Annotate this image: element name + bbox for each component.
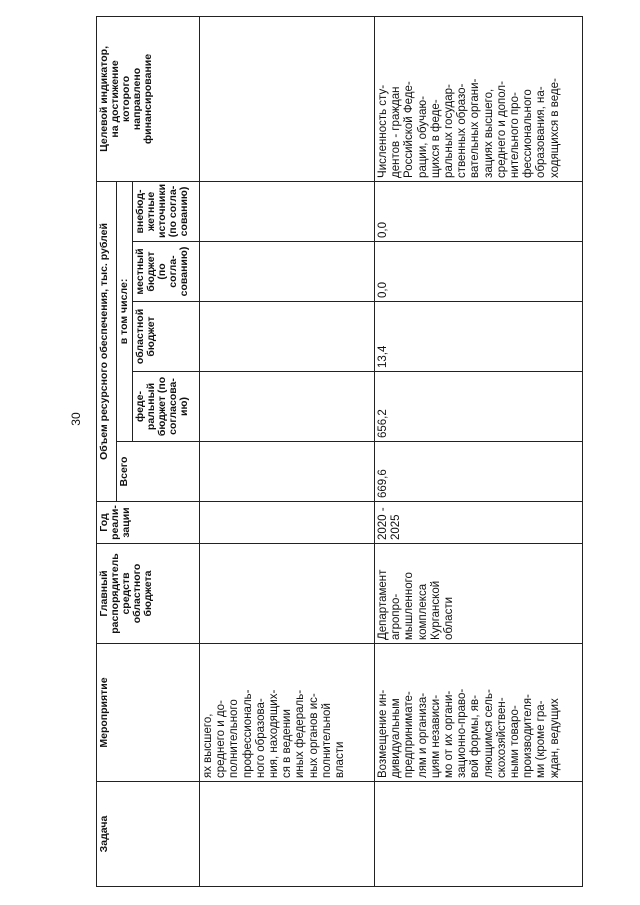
cell-total [200,442,375,502]
header-extra: внебюд- жетные источники (по согла- сованию) [133,181,200,241]
cell-year [200,502,375,544]
cell-year: 2020 - 2025 [375,502,583,544]
cell-extra [200,181,375,241]
header-task: Задача [97,782,200,887]
cell-total: 669,6 [375,442,583,502]
header-target: Целевой индикатор, на достижение которого направлено финансирование [97,16,200,181]
table-row [375,16,583,886]
cell-task [375,782,583,887]
cell-target [200,16,375,181]
cell-target: Численность сту- дентов - граждан Российской Феде- рации, обучаю- щихся в феде- ральных государ- ственных образо- вательных органи- зациях высшего, среднего и допол- нительного про- фессионального образования, на- ходящихся в веде- [375,16,583,181]
cell-event: Возмещение ин- дивидуальным предпринимате- лям и организа- циям независи- мо от их органи- зационно-право- вой формы, яв- ляющимся сель- скохозяйствен- ными товаро- производителя- ми (кроме гра- ждан, ведущих [375,644,583,782]
cell-manager: Департамент агропро- мышленного комплекса Курганской области [375,544,583,644]
table-row [200,16,375,886]
header-event: Мероприятие [97,644,200,782]
cell-federal [200,372,375,442]
header-volume: Объем ресурсного обеспечения, тыс. рублей [97,181,117,501]
cell-regional: 13,4 [375,302,583,372]
header-year: Год реали- зации [97,502,200,544]
cell-local: 0,0 [375,242,583,302]
cell-regional [200,302,375,372]
cell-task [200,782,375,887]
header-federal: феде- ральный бюджет (по согласова- ию) [133,372,200,442]
page-number: 30 [69,412,83,426]
cell-event: ях высшего, среднего и до- полнительного профессиональ- ного образова- ния, находящих- ся в ведении иных федераль- ных органов ис- полнительной власти [200,644,375,782]
header-regional: областной бюджет [133,302,200,372]
header-local: местный бюджет (по согла- сованию) [133,242,200,302]
resource-table [96,16,583,887]
rotated-table-sheet [96,17,582,887]
cell-federal: 656,2 [375,372,583,442]
cell-manager [200,544,375,644]
header-incl: в том числе: [117,181,133,441]
cell-local [200,242,375,302]
header-total: Всего [117,442,200,502]
cell-extra: 0,0 [375,181,583,241]
header-manager: Главный распорядитель средств областного бюджета [97,544,200,644]
